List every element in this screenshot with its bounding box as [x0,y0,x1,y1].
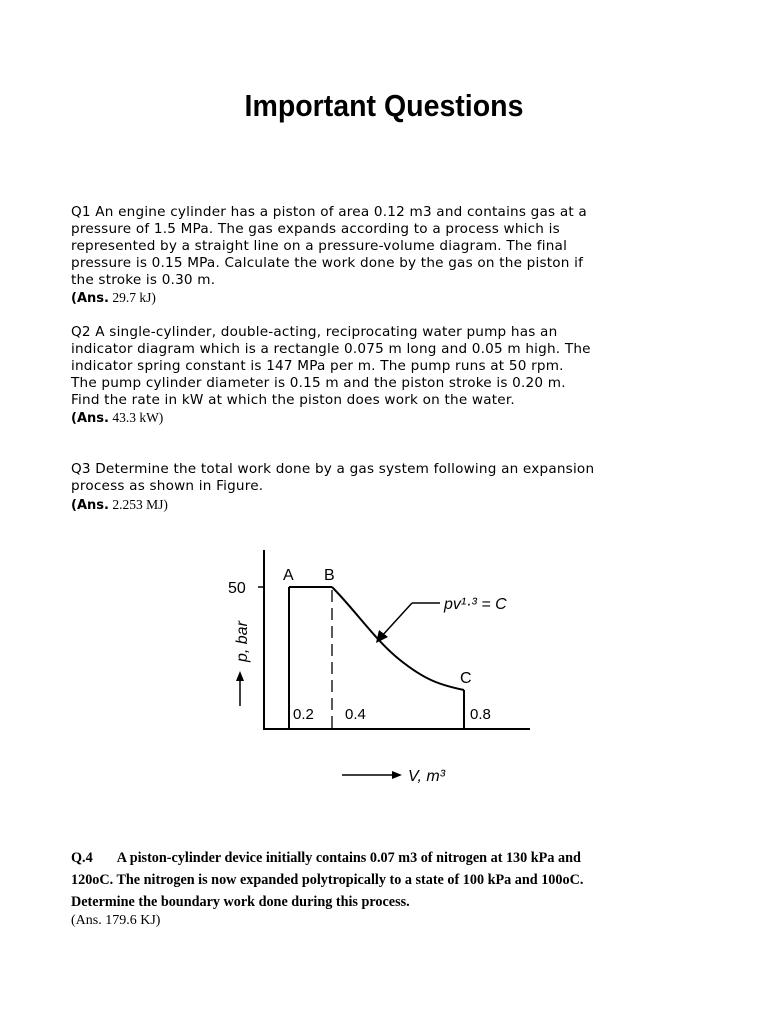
question-1-line: pressure of 1.5 MPa. The gas expands according to a process which is [71,221,560,237]
question-1-line: pressure is 0.15 MPa. Calculate the work done by the gas on the piston if [71,255,584,271]
question-2-line: The pump cylinder diameter is 0.15 m and the piston stroke is 0.20 m. [71,375,566,391]
page-title: Important Questions [244,88,524,123]
y-tick-label: 50 [228,580,246,597]
question-2-line: Q2 A single-cylinder, double-acting, reciprocating water pump has an [71,324,558,340]
answer-4: (Ans. 179.6 KJ) [71,913,161,928]
question-2-line: indicator diagram which is a rectangle 0.075 m long and 0.05 m high. The [71,341,591,357]
question-3-line: Q3 Determine the total work done by a gas system following an expansion [71,461,595,477]
y-axis-label: p, bar [234,621,251,662]
y-axis-label-arrowhead [236,671,244,681]
answer-value: 43.3 kW) [108,410,164,425]
answer-label: (Ans. [71,498,109,513]
question-4-line: Determine the boundary work done during this process. [71,894,410,910]
question-1-line: represented by a straight line on a pressure-volume diagram. The final [71,238,568,254]
answer-value: 29.7 kJ) [108,290,156,305]
x-tick-label: 0.4 [345,706,366,723]
question-4-line: Q.4 A piston-cylinder device initially contains 0.07 m3 of nitrogen at 130 kPa and [71,850,581,866]
answer-value: 2.253 MJ) [108,497,168,512]
question-1-line: the stroke is 0.30 m. [71,272,216,288]
question-2-line: Find the rate in kW at which the piston does work on the water. [71,392,515,408]
answer-label: (Ans. [71,411,109,426]
question-1-line: Q1 An engine cylinder has a piston of area 0.12 m3 and contains gas at a [71,204,587,220]
curve-equation-label: pv¹·³ = C [444,596,507,613]
point-c-label: C [460,670,472,687]
question-2-line: indicator spring constant is 147 MPa per m. The pump runs at 50 rpm. [71,358,564,374]
answer-label: (Ans. [71,291,109,306]
question-4 [71,847,701,913]
x-tick-label: 0.8 [470,706,491,723]
point-a-label: A [283,567,294,584]
leader-line-diagonal [381,603,412,637]
x-axis-label: V, m³ [408,768,446,785]
question-4-line: 120oC. The nitrogen is now expanded polytropically to a state of 100 kPa and 100oC. [71,872,584,888]
point-b-label: B [324,567,335,584]
x-axis-label-arrowhead [392,771,402,779]
question-3-line: process as shown in Figure. [71,478,264,494]
x-tick-label: 0.2 [293,706,314,723]
